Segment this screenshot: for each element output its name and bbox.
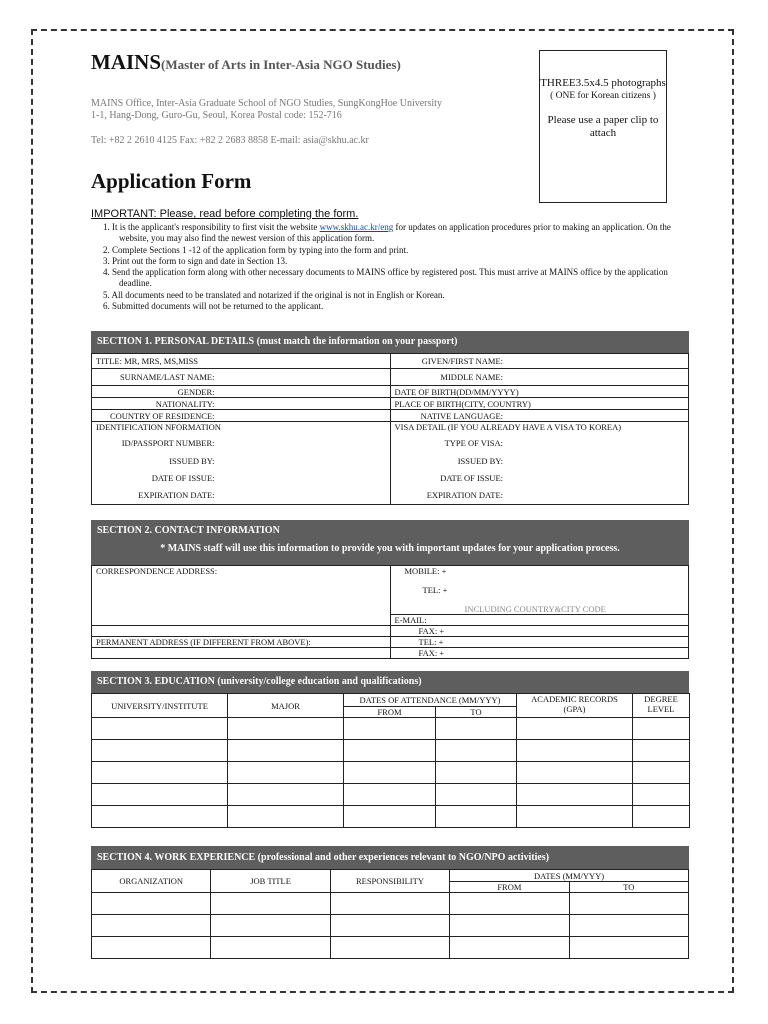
table-cell[interactable] [344,784,436,806]
col-academic-records: ACADEMIC RECORDS (GPA) [517,694,633,718]
col-job-title: JOB TITLE [211,870,330,893]
table-cell[interactable] [436,762,517,784]
permanent-spacer [92,648,391,659]
visa-type-field[interactable]: TYPE OF VISA: [444,438,503,448]
table-cell[interactable] [228,740,344,762]
id-info-block [92,422,391,505]
section-1-heading: SECTION 1. PERSONAL DETAILS (must match the information on your passport) [91,331,689,353]
table-cell[interactable] [211,915,330,937]
table-cell[interactable] [92,893,211,915]
table-cell[interactable] [228,784,344,806]
table-cell[interactable] [517,718,633,740]
table-cell[interactable] [633,740,690,762]
pob-field[interactable]: PLACE OF BIRTH(CITY, COUNTRY) [390,398,689,410]
table-row [92,784,690,806]
section-2-heading: SECTION 2. CONTACT INFORMATION * MAINS staff will use this information to provide you with important updates for your application process. [91,520,689,565]
section-personal-details [91,331,689,505]
photo-clip-note: Please use a paper clip to attach [547,114,659,139]
fax-field[interactable]: FAX: + [390,626,689,637]
col-degree-level: DEGREE LEVEL [633,694,690,718]
table-cell[interactable] [344,740,436,762]
col-from: FROM [450,882,569,893]
table-row [92,915,689,937]
instruction-item: 4. Send the application form along with other necessary documents to MAINS office by registered post. This must arrive at MAINS office by the application deadline. [103,267,668,289]
title-field[interactable]: TITLE: MR, MRS, MS,MISS [92,354,391,369]
permanent-address-field[interactable]: PERMANENT ADDRESS (IF DIFFERENT FROM ABOVE): [92,637,391,648]
table-row [92,718,690,740]
table-row [92,937,689,959]
issued-by-field[interactable]: ISSUED BY: [169,456,215,466]
col-to: TO [436,707,517,718]
col-from: FROM [344,707,436,718]
table-cell[interactable] [228,718,344,740]
date-of-issue-field[interactable]: DATE OF ISSUE: [151,473,215,483]
table-cell[interactable] [436,718,517,740]
nationality-field[interactable]: NATIONALITY: [92,398,391,410]
table-cell[interactable] [344,718,436,740]
tel-field[interactable]: TEL: + [422,585,448,595]
table-cell[interactable] [517,762,633,784]
table-cell[interactable] [92,718,228,740]
dob-field[interactable]: DATE OF BIRTH(DD/MM/YYYY) [390,386,689,398]
table-cell[interactable] [450,937,569,959]
mobile-field[interactable]: MOBILE: + [404,566,447,576]
table-row [92,806,690,828]
table-cell[interactable] [344,762,436,784]
section-education [91,671,689,828]
table-cell[interactable] [330,893,449,915]
table-cell[interactable] [228,762,344,784]
id-info-label: IDENTIFICATION NFORMATION [96,422,221,432]
table-cell[interactable] [569,937,688,959]
table-cell[interactable] [92,806,228,828]
table-cell[interactable] [450,893,569,915]
table-cell[interactable] [517,740,633,762]
table-cell[interactable] [436,806,517,828]
instruction-item: 2. Complete Sections 1 -12 of the application form by typing into the form and print. [103,244,409,255]
table-cell[interactable] [569,915,688,937]
corr-spacer [92,626,391,637]
middle-name-field[interactable]: MIDDLE NAME: [390,369,689,386]
table-cell[interactable] [517,784,633,806]
visa-date-of-issue-field[interactable]: DATE OF ISSUE: [440,473,503,483]
table-cell[interactable] [330,937,449,959]
table-cell[interactable] [330,915,449,937]
table-cell[interactable] [633,762,690,784]
permanent-fax-field[interactable]: FAX: + [390,648,689,659]
table-cell[interactable] [92,762,228,784]
section-2-note: * MAINS staff will use this information to provide you with important updates for your application process. [160,543,620,554]
table-cell[interactable] [633,718,690,740]
gender-field[interactable]: GENDER: [92,386,391,398]
address-line-1: MAINS Office, Inter-Asia Graduate School of NGO Studies, SungKongHoe University [91,98,442,109]
org-subtitle: (Master of Arts in Inter-Asia NGO Studies) [161,57,401,72]
instruction-item: 3. Print out the form to sign and date in Section 13. [103,255,288,266]
table-cell[interactable] [436,784,517,806]
table-row [92,762,690,784]
table-cell[interactable] [92,937,211,959]
photo-korean-note: ( ONE for Korean citizens ) [550,91,656,101]
personal-details-table [91,353,689,505]
section-contact-info [91,520,689,659]
photo-size-text: THREE3.5x4.5 photographs [540,77,666,89]
table-cell[interactable] [344,806,436,828]
visa-issued-by-field[interactable]: ISSUED BY: [457,456,503,466]
table-cell[interactable] [92,740,228,762]
section-work-experience [91,846,689,959]
col-responsibility: RESPONSIBILITY [330,870,449,893]
table-row [92,740,690,762]
email-field[interactable]: E-MAIL: [390,615,689,626]
surname-field[interactable]: SURNAME/LAST NAME: [92,369,391,386]
page-title: Application Form [91,169,252,193]
contact-line: Tel: +82 2 2610 4125 Fax: +82 2 2683 8858 E-mail: asia@skhu.ac.kr [91,135,369,146]
table-cell[interactable] [436,740,517,762]
table-cell[interactable] [633,806,690,828]
address-line-2: 1-1, Hang-Dong, Guro-Gu, Seoul, Korea Postal code: 152-716 [91,110,342,121]
instruction-item: 6. Submitted documents will not be returned to the applicant. [103,301,324,312]
table-cell[interactable] [450,915,569,937]
col-dates-attendance: DATES OF ATTENDANCE (MM/YYY) [344,694,517,707]
email-link[interactable]: asia@skhu.ac.kr [302,135,369,146]
native-language-field[interactable]: NATIVE LANGUAGE: [390,410,689,422]
table-cell[interactable] [569,893,688,915]
visa-expiration-field[interactable]: EXPIRATION DATE: [426,490,503,500]
education-table [91,693,690,828]
expiration-date-field[interactable]: EXPIRATION DATE: [138,490,215,500]
table-cell[interactable] [92,915,211,937]
instruction-item: 1. It is the applicant's responsibility to first visit the website www.skhu.ac.kr/eng for updates on application procedures prior to making an application. On the website, you may also find the newest version of this application form. [103,222,671,244]
instructions-list [103,222,683,312]
col-organization: ORGANIZATION [92,870,211,893]
table-cell[interactable] [92,784,228,806]
col-university: UNIVERSITY/INSTITUTE [92,694,228,718]
org-title: MAINS(Master of Arts in Inter-Asia NGO Studies) [91,50,401,74]
table-row [92,893,689,915]
correspondence-address-field[interactable]: CORRESPONDENCE ADDRESS: [92,566,391,626]
instruction-item: 5. All documents need to be translated and notarized if the original is not in English or Korean. [103,289,445,300]
contact-table [91,565,689,659]
table-cell[interactable] [517,806,633,828]
given-name-field[interactable]: GIVEN/FIRST NAME: [390,354,689,369]
photo-box [539,50,667,203]
website-link[interactable]: www.skhu.ac.kr/eng [319,222,394,232]
section-3-heading: SECTION 3. EDUCATION (university/college education and qualifications) [91,671,689,693]
col-to: TO [569,882,688,893]
col-major: MAJOR [228,694,344,718]
visa-detail-block [390,422,689,505]
important-heading: IMPORTANT: Please, read before completing the form. [91,208,359,220]
table-cell[interactable] [211,893,330,915]
table-cell[interactable] [633,784,690,806]
passport-number-field[interactable]: ID/PASSPORT NUMBER: [121,438,215,448]
work-experience-table [91,869,689,959]
country-code-hint: INCLUDING COUNTRY&CITY CODE [464,604,606,614]
col-dates: DATES (MM/YYY) [450,870,689,882]
phone-block [390,566,689,615]
residence-field[interactable]: COUNTRY OF RESIDENCE: [92,410,391,422]
table-cell[interactable] [228,806,344,828]
visa-detail-label: VISA DETAIL (IF YOU ALREADY HAVE A VISA TO KOREA) [394,422,622,432]
section-4-heading: SECTION 4. WORK EXPERIENCE (professional and other experiences relevant to NGO/NPO activities) [91,846,689,869]
permanent-tel-field[interactable]: TEL: + [390,637,689,648]
table-cell[interactable] [211,937,330,959]
